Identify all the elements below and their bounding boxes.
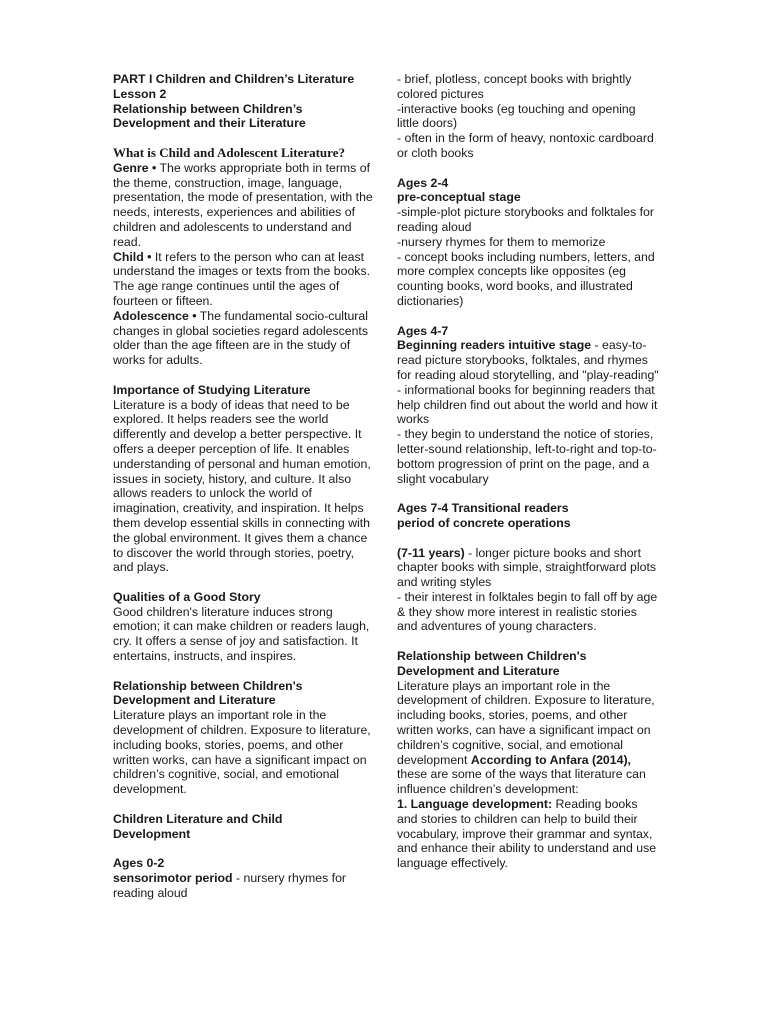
transitional-heading-line-2: period of concrete operations [397,515,571,530]
ages-4-7-item-2: - informational books for beginning readers that help children find out about the world and how it works [397,382,658,427]
ages-4-7-item-3: - they begin to understand the notice of stories, letter-sound relationship, left-to-right and top-to-bottom progression of print on the page, and a slight vocabulary [397,427,657,486]
relationship-heading-line-1: Relationship between Children's [113,678,303,693]
part-heading: PART I Children and Children’s Literature [113,72,355,86]
relationship-paragraph-2 [397,679,659,797]
cardboard-books-item: - often in the form of heavy, nontoxic cardboard or cloth books [397,131,654,160]
sensorimotor-text: - nursery rhymes for reading aloud [113,871,347,900]
adolescence-definition [113,309,375,368]
intuitive-stage-term: Beginning readers intuitive stage [397,338,592,353]
intuitive-stage-text: - easy-to-read picture storybooks, folktales, and rhymes for reading aloud storytelling, and "play-reading" [397,338,659,382]
genre-definition [113,161,375,250]
relationship-heading-2-line-1: Relationship between Children's [397,649,587,664]
child-dev-heading-line-2: Development [113,826,191,841]
child-definition [113,250,375,309]
adolescence-text: The fundamental socio-cultural changes in global societies regard adolescents older than the age fifteen are in the study of works for adults. [113,308,368,368]
genre-text: The works appropriate both in terms of the theme, construction, image, language, presentation, the mode of presentation, with the needs, interests, experiences and abilities of children and adolescents to understand and read. [113,160,373,249]
left-column [113,72,375,901]
anfara-text: these are some of the ways that literature can influence children’s development: [397,767,646,797]
language-development-item [397,797,659,871]
concept-books-item: - brief, plotless, concept books with brightly colored pictures [397,72,632,101]
question-heading: What is Child and Adolescent Literature? [113,144,345,160]
language-development-term: 1. Language development: [397,797,553,812]
child-text: It refers to the person who can at least understand the images or texts from the books. The age range continues until the ages of fourteen or fifteen. [113,249,371,308]
importance-heading: Importance of Studying Literature [113,382,311,397]
interactive-books-item: -interactive books (eg touching and opening little doors) [397,101,636,131]
lesson-heading: Lesson 2 [113,86,167,101]
importance-paragraph: Literature is a body of ideas that need to be explored. It helps readers see the world differently and develop a better perspective. It offers a deeper perception of life. It enables understanding of personal and human emotion, issues in society, history, and culture. It also allows readers to unlock the world of imagination, creativity, and inspiration. It helps them develop essential skills in connecting with the global environment. It gives them a chance to discover the world through stories, poetry, and plays. [113,397,371,575]
ages-7-11-desc: - longer picture books and short chapter books with simple, straightforward plots and writing styles [397,545,657,590]
relationship-paragraph: Literature plays an important role in the development of children. Exposure to literature, including books, stories, poems, and other written works, can have a significant impact on children’s cognitive, social, and emotional development. [113,708,371,797]
ages-2-4-item-1: -simple-plot picture storybooks and folktales for reading aloud [397,205,654,234]
sensorimotor-term: sensorimotor period [113,871,233,886]
ages-4-7-text [397,338,659,382]
relationship-heading-line-2: Development and Literature [113,693,276,708]
ages-7-11-term: (7-11 years) [397,545,465,560]
ages-7-11-text [397,546,659,590]
language-development-text: Reading books and stories to children can help to build their vocabulary, improve their grammar and syntax, and enhance their ability to understand and use language effectively. [397,797,657,871]
qualities-paragraph: Good children's literature induces strong emotion; it can make children or readers laugh, cry. It offers a sense of joy and satisfaction. It entertains, instructs, and inspires. [113,604,370,664]
ages-7-11-item-2: - their interest in folktales begin to fall off by age & they show more interest in realistic stories and adventures of young characters. [397,589,658,634]
ages-0-2-text [113,871,375,901]
child-dev-heading-line-1: Children Literature and Child [113,811,283,826]
ages-2-4-item-2: -nursery rhymes for them to memorize [397,234,606,249]
ages-2-4-heading: Ages 2-4 [397,175,449,190]
pre-conceptual-heading: pre-conceptual stage [397,190,521,205]
lesson-title-line-1: Relationship between Children’s [113,101,303,116]
ages-0-2-heading: Ages 0-2 [113,856,165,871]
lesson-title-line-2: Development and their Literature [113,116,306,131]
child-term: Child • [113,249,152,264]
ages-4-7-heading: Ages 4-7 [397,323,449,338]
transitional-heading-line-1: Ages 7-4 Transitional readers [397,501,569,516]
qualities-heading: Qualities of a Good Story [113,589,261,604]
right-column [397,72,659,871]
ages-2-4-item-3: - concept books including numbers, letters, and more complex concepts like opposites (eg counting books, word books, and illustrated dictionaries) [397,249,655,308]
adolescence-term: Adolescence • [113,308,197,323]
relationship-heading-2-line-2: Development and Literature [397,663,560,678]
relationship-text-2: Literature plays an important role in the development of children. Exposure to literature, including books, stories, poems, and other written works, can have a significant impact on children’s cognitive, social, and emotional development [397,678,655,767]
genre-term: Genre • [113,160,157,175]
anfara-citation: According to Anfara (2014), [470,752,631,767]
